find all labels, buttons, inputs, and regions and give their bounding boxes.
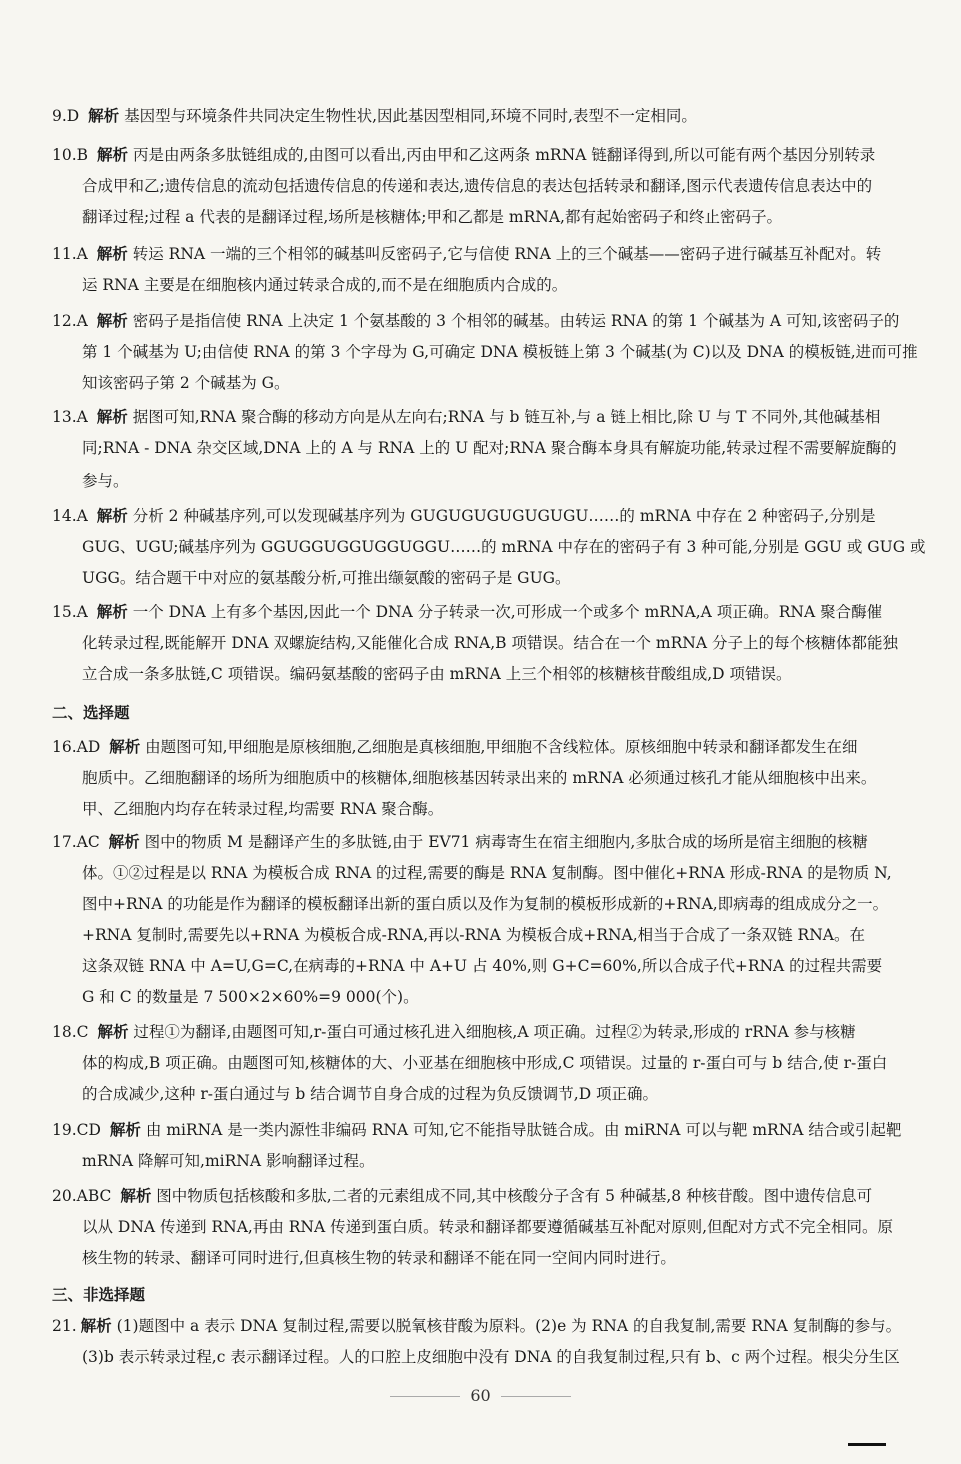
answer-13-line-3: 参与。 bbox=[82, 472, 129, 490]
answer-16-line-2: 胞质中。乙细胞翻译的场所为细胞质中的核糖体,细胞核基因转录出来的 mRNA 必须通过核孔才能从细胞核中出来。 bbox=[82, 769, 877, 787]
corner-mark bbox=[848, 1443, 886, 1446]
answer-20-line-1: 20.ABC 解析 图中物质包括核酸和多肽,二者的元素组成不同,其中核酸分子含有 5 种碱基,8 种核苷酸。图中遗传信息可 bbox=[52, 1187, 873, 1205]
answer-15-line-2: 化转录过程,既能解开 DNA 双螺旋结构,又能催化合成 RNA,B 项错误。结合在一个 mRNA 分子上的每个核糖体都能独 bbox=[82, 634, 898, 652]
section-heading-non-multiple-choice: 三、非选择题 bbox=[52, 1286, 146, 1304]
answer-12-line-2: 第 1 个碱基为 U;由信使 RNA 的第 3 个字母为 G,可确定 DNA 模板链上第 3 个碱基(为 C)以及 DNA 的模板链,进而可推 bbox=[82, 343, 918, 361]
answer-12-line-3: 知该密码子第 2 个碱基为 G。 bbox=[82, 374, 290, 392]
answer-18-line-1: 18.C 解析 过程①为翻译,由题图可知,r-蛋白可通过核孔进入细胞核,A 项正确。过程②为转录,形成的 rRNA 参与核糖 bbox=[52, 1023, 856, 1041]
answer-13-line-2: 同;RNA - DNA 杂交区域,DNA 上的 A 与 RNA 上的 U 配对;RNA 聚合酶本身具有解旋功能,转录过程不需要解旋酶的 bbox=[82, 439, 897, 457]
answer-9-line-1: 9.D 解析 基因型与环境条件共同决定生物性状,因此基因型相同,环境不同时,表型不一定相同。 bbox=[52, 107, 697, 125]
answer-19-line-1: 19.CD 解析 由 miRNA 是一类内源性非编码 RNA 可知,它不能指导肽链合成。由 miRNA 可以与靶 mRNA 结合或引起靶 bbox=[52, 1121, 902, 1139]
answer-10-line-3: 翻译过程;过程 a 代表的是翻译过程,场所是核糖体;甲和乙都是 mRNA,都有起始密码子和终止密码子。 bbox=[82, 208, 782, 226]
answer-15-line-1: 15.A 解析 一个 DNA 上有多个基因,因此一个 DNA 分子转录一次,可形成一个或多个 mRNA,A 项正确。RNA 聚合酶催 bbox=[52, 603, 883, 621]
footer-rule-left bbox=[390, 1396, 460, 1397]
answer-10-line-1: 10.B 解析 丙是由两条多肽链组成的,由图可以看出,丙由甲和乙这两条 mRNA 链翻译得到,所以可能有两个基因分别转录 bbox=[52, 146, 876, 164]
answer-18-line-3: 的合成减少,这种 r-蛋白通过与 b 结合调节自身合成的过程为负反馈调节,D 项正确。 bbox=[82, 1085, 659, 1103]
footer-rule-right bbox=[501, 1396, 571, 1397]
page-number: 60 bbox=[470, 1386, 491, 1405]
answer-17-line-6: G 和 C 的数量是 7 500×2×60%=9 000(个)。 bbox=[82, 988, 419, 1006]
answer-17-line-4: +RNA 复制时,需要先以+RNA 为模板合成-RNA,再以-RNA 为模板合成+RNA,相当于合成了一条双链 RNA。在 bbox=[82, 926, 865, 944]
answer-11-line-1: 11.A 解析 转运 RNA 一端的三个相邻的碱基叫反密码子,它与信使 RNA 上的三个碱基——密码子进行碱基互补配对。转 bbox=[52, 245, 882, 263]
answer-14-line-2: GUG、UGU;碱基序列为 GGUGGUGGUGGUGGU……的 mRNA 中存在的密码子有 3 种可能,分别是 GGU 或 GUG 或 bbox=[82, 538, 926, 556]
answer-14-line-1: 14.A 解析 分析 2 种碱基序列,可以发现碱基序列为 GUGUGUGUGUGUGU……的 mRNA 中存在 2 种密码子,分别是 bbox=[52, 507, 876, 525]
answer-20-line-3: 核生物的转录、翻译可同时进行,但真核生物的转录和翻译不能在同一空间内同时进行。 bbox=[82, 1249, 676, 1267]
answer-10-line-2: 合成甲和乙;遗传信息的流动包括遗传信息的传递和表达,遗传信息的表达包括转录和翻译,图示代表遗传信息表达中的 bbox=[82, 177, 873, 195]
answer-18-line-2: 体的构成,B 项正确。由题图可知,核糖体的大、小亚基在细胞核中形成,C 项错误。过量的 r-蛋白可与 b 结合,使 r-蛋白 bbox=[82, 1054, 888, 1072]
section-heading-multiple-choice: 二、选择题 bbox=[52, 704, 130, 722]
answer-21-line-2: (3)b 表示转录过程,c 表示翻译过程。人的口腔上皮细胞中没有 DNA 的自我复制过程,只有 b、c 两个过程。根尖分生区 bbox=[82, 1348, 900, 1366]
answer-12-line-1: 12.A 解析 密码子是指信使 RNA 上决定 1 个氨基酸的 3 个相邻的碱基。由转运 RNA 的第 1 个碱基为 A 可知,该密码子的 bbox=[52, 312, 900, 330]
answer-17-line-2: 体。①②过程是以 RNA 为模板合成 RNA 的过程,需要的酶是 RNA 复制酶。图中催化+RNA 形成-RNA 的是物质 N, bbox=[82, 864, 892, 882]
answer-17-line-1: 17.AC 解析 图中的物质 M 是翻译产生的多肽链,由于 EV71 病毒寄生在宿主细胞内,多肽合成的场所是宿主细胞的核糖 bbox=[52, 833, 868, 851]
answer-20-line-2: 以从 DNA 传递到 RNA,再由 RNA 传递到蛋白质。转录和翻译都要遵循碱基互补配对原则,但配对方式不完全相同。原 bbox=[82, 1218, 894, 1236]
answer-16-line-3: 甲、乙细胞内均存在转录过程,均需要 RNA 聚合酶。 bbox=[82, 800, 444, 818]
answer-11-line-2: 运 RNA 主要是在细胞核内通过转录合成的,而不是在细胞质内合成的。 bbox=[82, 276, 568, 294]
answer-19-line-2: mRNA 降解可知,miRNA 影响翻译过程。 bbox=[82, 1152, 375, 1170]
page-footer bbox=[0, 1386, 961, 1405]
answer-15-line-3: 立合成一条多肽链,C 项错误。编码氨基酸的密码子由 mRNA 上三个相邻的核糖核苷酸组成,D 项错误。 bbox=[82, 665, 792, 683]
answer-17-line-3: 图中+RNA 的功能是作为翻译的模板翻译出新的蛋白质以及作为复制的模板形成新的+RNA,即病毒的组成成分之一。 bbox=[82, 895, 889, 913]
answer-17-line-5: 这条双链 RNA 中 A=U,G=C,在病毒的+RNA 中 A+U 占 40%,则 G+C=60%,所以合成子代+RNA 的过程共需要 bbox=[82, 957, 883, 975]
answer-21-line-1: 21. 解析 (1)题图中 a 表示 DNA 复制过程,需要以脱氧核苷酸为原料。(2)e 为 RNA 的自我复制,需要 RNA 复制酶的参与。 bbox=[52, 1317, 902, 1335]
answer-13-line-1: 13.A 解析 据图可知,RNA 聚合酶的移动方向是从左向右;RNA 与 b 链互补,与 a 链上相比,除 U 与 T 不同外,其他碱基相 bbox=[52, 408, 881, 426]
answer-14-line-3: UGG。结合题干中对应的氨基酸分析,可推出缬氨酸的密码子是 GUG。 bbox=[82, 569, 571, 587]
answer-16-line-1: 16.AD 解析 由题图可知,甲细胞是原核细胞,乙细胞是真核细胞,甲细胞不含线粒体。原核细胞中转录和翻译都发生在细 bbox=[52, 738, 858, 756]
